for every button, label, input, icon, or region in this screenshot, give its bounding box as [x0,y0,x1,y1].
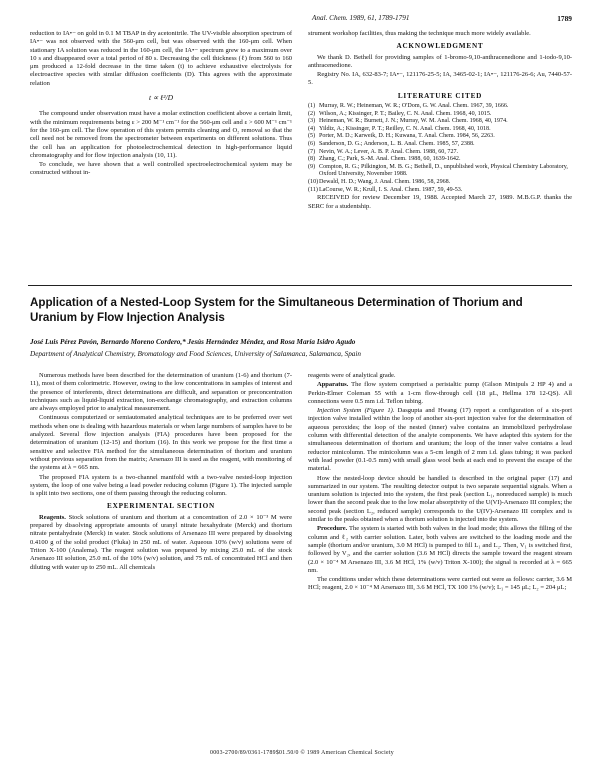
run-in-heading: Reagents. [39,513,66,521]
acknowledgment-text: We thank D. Bethell for providing samples of 1-bromo-9,10-anthracenedione and 1-iodo-9,10-anthracenedione. [308,53,572,69]
paragraph: Injection System (Figure 1). Dasgupta and Hwang (17) report a configuration of a six-port injection valve installed within the loop of another six-port injection valve for the determination of aqueous peroxides; the loop of the nested (inner) valve contains an immobilized perhydrolase column with differential detection of the analyte components. We have adapted this system for the simultaneous determination of thorium and uranium; the loop of the inner valve contains a lead reductor minicolumn. The minicolumn was a 5-cm length of 2 mm i.d. glass tubing; it was packed with lead powder (0.1-0.5 mm) with small glass wool beds at each end to prevent the escape of the material. [308,407,573,473]
run-in-heading: Apparatus. [317,381,349,389]
registry-numbers: Registry No. IA, 632-83-7; IA•−, 121176-25-5; IA, 3465-02-1; IA•−, 121176-26-6; Au, 7440-57-5. [308,71,572,87]
paragraph: strument workshop facilities, thus making the technique much more widely available. [308,30,531,37]
article-left-column [30,372,292,573]
paragraph: The conditions under which these determinations were carried out were as follows: carrier, 3.6 M HCl; reagent, 2.0 × 10⁻⁴ M Arsenazo III, 3.6 M HCl, TX 100 1% (w/v); L₁ = 145 μL; L₂ = 204 μL; [308,576,572,592]
reference-item: (5) Porter, M. D.; Karweik, D. H.; Kuwana, T. Anal. Chem. 1984, 56, 2263. [308,133,495,140]
paragraph: Reagents. Stock solutions of uranium and thorium at a concentration of 2.0 × 10⁻³ M were prepared by dissolving appropriate amounts of uranyl nitrate hexahydrate (Merck) and thorium nitrate pentahydrate (Merck) in water. Stock solutions of Arsenazo III were prepared by dissolving 0.4100 g of the solid product (Fluka) in 250 mL of water. Aqueous 10% (w/v) solutions were of Triton X-100 (Analema). The reagent solution was prepared by mixing 25.0 mL of the stock Arsenazo III solution, 25.0 mL of the 10% (w/v) solution, and 75 mL of concentrated HCl and then diluting with water up to 250 mL. All chemicals [30,513,292,571]
paragraph: The compound under observation must have a molar extinction coefficient above a certain limit, with the minimum requirements being ε > 200 M⁻¹ cm⁻¹ for the 560-μm cell and ε > 600 M⁻¹ cm⁻¹ for the 160-μm cell. The flow operation of this system permits cleaning and O₂ removal so that the cell need not be removed from the spectrometer between experiments on different solutions. Thus the cell has an application for photoelectrochemical detection in high-performance liquid chromatography and for flow injection analysis (10, 11). [30,110,292,159]
literature-cited-heading: LITERATURE CITED [397,91,483,100]
paragraph: How the nested-loop device should be handled is described in the original paper (17) and summarized in our system. The resulting detector output is two separate sequential signals. When a uranium solution is injected into the system, the first peak (section L₁, nonreduced sample) is much lower than the second peak due to the low molar absorptivity of the U(VI)-Arsenazo III complex; the second peak (section L₂, reduced sample) corresponds to the U(IV)-Arsenazo III complex and is similar to the peaks obtained when a thorium solution is injected into the system. [308,474,572,524]
page-number: 1789 [557,14,572,23]
article-authors: José Luis Pérez Pavón, Bernardo Moreno Cordero,* Jesús Hernández Méndez, and Rosa María Isidro Agudo [30,338,356,346]
reference-item: (2) Wilson, A.; Kissinger, P. T.; Bailey, C. N. Anal. Chem. 1968, 40, 1015. [308,110,492,117]
reference-list [308,103,572,194]
paragraph: Procedure. The system is started with both valves in the load mode; this allows the filling of the column and ℓ₂ with carrier solution. Later, both valves are switched to the loading mode and the sample (thorium and/or uranium, 3.0 M HCl) is pumped to fill L₁ and L₂. Then, V₁ is switched first, followed by V₂, and the carrier solution (3.6 M HCl) directs the sample toward the reagent stream (2.0 × 10⁻⁴ M Arsenazo III, 3.6 M HCl, 1% (w/v) Triton X-100); the signal is recorded at λ = 665 nm. [308,525,572,574]
paragraph: Continuous computerized or semiautomated analytical techniques are to be preferred over wet methods when one is dealing with hazardous materials or when large numbers of samples have to be analyzed. Several flow injection analysis (FIA) procedures have been proposed for the determination of uranium (12-15) and thorium (16). In this work we propose for the first time a sensitive and selective FIA method for the simultaneous determination of thorium and uranium without previous separation from the matrix; Arsenazo III is used as the reagent, with monitoring of the systems at λ = 665 nm. [30,414,292,472]
paragraph: The proposed FIA system is a two-channel manifold with a two-valve nested-loop injection system, the loop of one valve being a lead powder reducing column (Figure 1). The injected sample is split into two sections, one of them passing through the reducing column. [30,473,292,498]
reference-item: (7) Nevin, W. A.; Lever, A. B. P. Anal. Chem. 1988, 60, 727. [308,148,459,155]
article-title: Application of a Nested-Loop System for the Simultaneous Determination of Thorium and Uranium by Flow Injection Analysis [30,296,523,324]
equation: t ∝ ℓ²/D [148,93,174,103]
previous-article-right-column [308,30,572,212]
run-in-heading: Procedure. [317,525,348,533]
acknowledgment-heading: ACKNOWLEDGMENT [396,42,484,51]
reference-item: (9) Compton, R. G.; Pilkington, M. B. G.; Bethell, D., unpublished work, Physical Chemistry Laboratory, Oxford University, November 1988. [308,163,568,178]
paragraph: To conclude, we have shown that a well controlled spectroelectrochemical system may be constructed without in- [30,161,292,177]
paragraph: reagents were of analytical grade. [308,372,396,379]
experimental-section-heading: EXPERIMENTAL SECTION [107,502,215,511]
run-in-heading: Injection System (Figure 1). [317,407,395,415]
article-right-column [308,372,572,594]
article-divider [28,285,572,286]
previous-article-left-column [30,30,292,179]
paragraph: Apparatus. The flow system comprised a peristaltic pump (Gilson Minipuls 2 HP 4) and a Perkin-Elmer Coleman 55 with a 1-cm flow-through cell (18 μL, Hellma 178 12-QS). All connections were 0.5 mm i.d. Teflon tubing. [308,381,572,405]
journal-citation: Anal. Chem. 1989, 61, 1789-1791 [312,14,410,22]
copyright-footer: 0003-2700/89/0361-1789$01.50/0 © 1989 American Chemical Society [210,750,394,756]
reference-item: (10) Dewald, H. D.; Wang, J. Anal. Chem. 1986, 58, 2968. [308,179,451,186]
paragraph: Numerous methods have been described for the determination of uranium (1-6) and thorium (7-11), most of them colorimetric. However, owing to the low concentrations in samples of interest and the presence of interferents, direct determinations are difficult, and separation or preconcentration techniques such as liquid-liquid extraction, ion-exchange chromatography, and extraction columns are always employed prior to analytical measurement. [30,372,292,413]
reference-item: (1) Murray, R. W.; Heineman, W. R.; O'Dom, G. W. Anal. Chem. 1967, 39, 1666. [308,103,509,110]
article-affiliation: Department of Analytical Chemistry, Bromatology and Food Sciences, University of Salamanca, Salamanca, Spain [30,350,361,358]
reference-item: (3) Heineman, W. R.; Burnett, J. N.; Murray, W. M. Anal. Chem. 1968, 40, 1974. [308,118,508,125]
reference-item: (11) LaCourse, W. R.; Krull, I. S. Anal. Chem. 1987, 59, 49-53. [308,186,463,193]
paragraph: reduction to IA•− on gold in 0.1 M TBAP in dry acetonitrile. The UV-visible absorption spectrum of IA•− was not observed with the 560-μm cell, but was observed with the 160-μm cell. When stationary IA solution was reduced in the 160-μm cell, the IA•− spectrum grew to a maximum over 10 s and disappeared over a total period of 80 s. Decreasing the cell thickness (ℓ) from 560 to 160 μm produced a 12-fold decrease in the time taken (t) to achieve exhaustive electrolysis for electroactive species with similar diffusion coefficients (D). This agrees with the approximate relation [30,30,292,87]
received-note: RECEIVED for review December 19, 1988. Accepted March 27, 1989. M.B.G.P. thanks the SERC for a studentship. [308,194,572,210]
reference-item: (4) Yildiz, A.; Kissinger, P. T.; Reilley, C. N. Anal. Chem. 1968, 40, 1018. [308,125,491,132]
reference-item: (8) Zhang, C.; Park, S.-M. Anal. Chem. 1988, 60, 1639-1642. [308,156,461,163]
reference-item: (6) Sanderson, D. G.; Anderson, L. B. Anal. Chem. 1985, 57, 2388. [308,141,475,148]
